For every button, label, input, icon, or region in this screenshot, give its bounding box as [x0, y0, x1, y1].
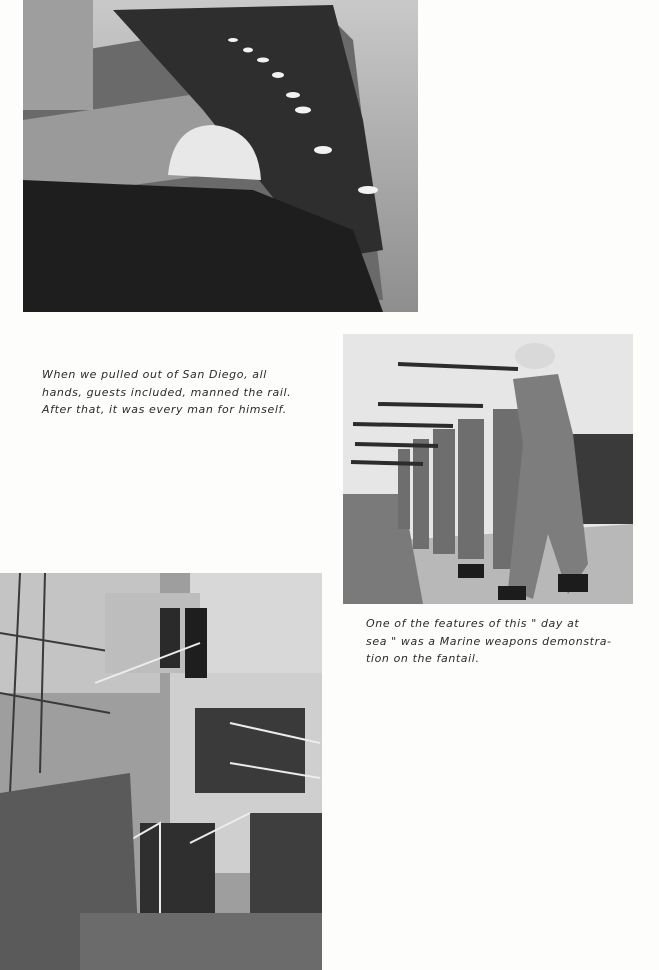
crowd-at-ship-rail-photo: [23, 0, 418, 312]
ship-rail-photo: [23, 0, 418, 312]
marine-rifle-demonstration-photo: [343, 334, 633, 604]
ship-superstructure-photo: [0, 573, 322, 970]
marines-caption-line: One of the features of this " day at: [366, 617, 580, 630]
rail-caption-line: When we pulled out of San Diego, all: [42, 368, 267, 381]
marines-caption-line: sea " was a Marine weapons demonstra-: [366, 634, 612, 648]
marines-caption-line: tion on the fantail.: [366, 652, 480, 665]
superstructure-photo: [0, 573, 322, 970]
rail-caption-line: After that, it was every man for himself.: [42, 403, 287, 416]
rail-caption: [42, 366, 292, 419]
marines-photo: [343, 334, 633, 604]
rail-caption-line: hands, guests included, manned the rail.: [42, 385, 292, 399]
marines-caption: [366, 615, 612, 668]
